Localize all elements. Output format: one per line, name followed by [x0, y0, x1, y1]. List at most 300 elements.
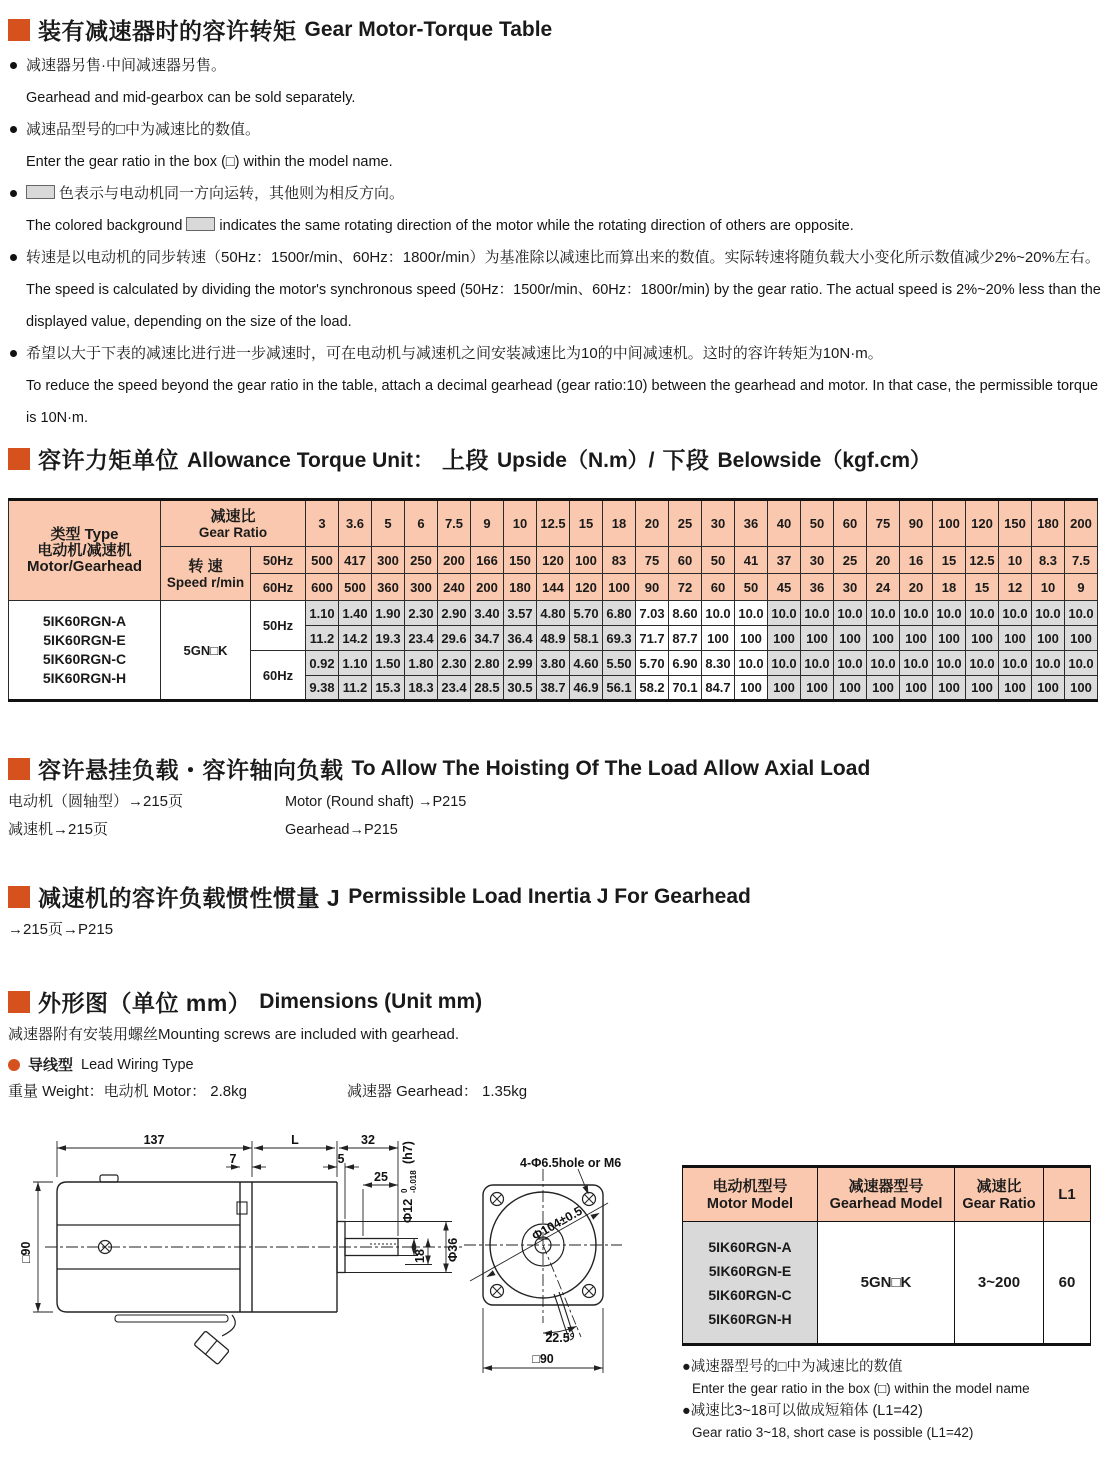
- pitch-dia-label: [530, 1204, 585, 1243]
- table-cell: 18.3: [405, 676, 438, 701]
- note-cn: [26, 178, 1108, 210]
- section-marker-icon: [8, 758, 30, 780]
- belowside-label-cn: 下段: [662, 447, 710, 473]
- header-cn: 电动机型号: [712, 1177, 788, 1195]
- motor-model: 5IK60RGN-H: [42, 670, 127, 686]
- table-cell: 100: [834, 676, 867, 701]
- upside-label-en: Upside（N.m）/: [496, 448, 655, 472]
- table-cell: 500: [339, 574, 372, 601]
- table-cell: 48.9: [537, 626, 570, 651]
- section-title-dimensions: [8, 985, 482, 1018]
- motor-models-cell: [9, 601, 161, 701]
- table-cell: 10.0: [735, 651, 768, 676]
- table-cell: 100: [933, 626, 966, 651]
- table-cell: 75: [636, 547, 669, 574]
- model-table: [682, 1165, 1091, 1346]
- section-title-torque-unit: [8, 442, 931, 475]
- hoisting-refs: [8, 788, 908, 844]
- section-title-en: Dimensions (Unit mm): [259, 989, 483, 1013]
- header-cn: 减速比: [976, 1177, 1022, 1195]
- table-cell: 2.90: [438, 601, 471, 626]
- note-en: Enter the gear ratio in the box (□) within the model name: [692, 1381, 1030, 1396]
- table-cell: 25: [669, 500, 702, 547]
- list-item: [8, 114, 1108, 178]
- table-cell: 2.80: [471, 651, 504, 676]
- lead-type-en: Lead Wiring Type: [81, 1056, 194, 1073]
- table-cell: 84.7: [702, 676, 735, 701]
- section-title-en: Gear Motor-Torque Table: [304, 17, 553, 41]
- table-cell: 0.92: [306, 651, 339, 676]
- table-cell: 50: [702, 547, 735, 574]
- type-label-3: Motor/Gearhead: [26, 557, 143, 575]
- table-cell: 10.0: [1032, 651, 1065, 676]
- gearhead-model-header: [818, 1167, 955, 1222]
- table-cell: 50: [801, 500, 834, 547]
- table-cell: 45: [768, 574, 801, 601]
- table-cell: 9.38: [306, 676, 339, 701]
- table-cell: 14.2: [339, 626, 372, 651]
- front-view-lines: [464, 1169, 622, 1373]
- section-marker-icon: [8, 886, 30, 908]
- table-cell: 144: [537, 574, 570, 601]
- table-cell: 120: [570, 574, 603, 601]
- table-cell: 120: [966, 500, 999, 547]
- table-cell: 100: [966, 676, 999, 701]
- hz50-row-label: 50Hz: [251, 601, 306, 651]
- shaft-dia: Φ12: [401, 1198, 415, 1223]
- color-swatch-icon: [186, 217, 215, 231]
- section-marker-icon: [8, 19, 30, 41]
- hz60-row-label: 60Hz: [251, 651, 306, 701]
- header-cn: 减速器型号: [848, 1177, 924, 1195]
- table-cell: 3.80: [537, 651, 570, 676]
- table-cell: 5: [372, 500, 405, 547]
- shaft-tol-lo: -0.018: [409, 1170, 418, 1193]
- table-cell: 20: [867, 547, 900, 574]
- table-cell: 9: [1065, 574, 1098, 601]
- table-cell: 100: [834, 626, 867, 651]
- table-cell: 10.0: [900, 651, 933, 676]
- table-cell: 7.5: [438, 500, 471, 547]
- table-cell: 2.30: [438, 651, 471, 676]
- table-cell: 72: [669, 574, 702, 601]
- table-cell: 56.1: [603, 676, 636, 701]
- table-cell: 5.50: [603, 651, 636, 676]
- table-cell: 69.3: [603, 626, 636, 651]
- angle-label: 22.5°: [545, 1331, 575, 1345]
- gearhead-model-value: 5GN□K: [818, 1222, 955, 1345]
- note-en: Gear ratio 3~18, short case is possible (L1=42): [692, 1425, 974, 1440]
- note-cn: 转速是以电动机的同步转速（50Hz：1500r/min、60Hz：1800r/min）为基准除以减速比而算出来的数值。实际转速将随负载大小变化所示数值减少2%~20%左右。: [26, 249, 1100, 266]
- table-cell: 8.30: [702, 651, 735, 676]
- table-cell: 4.60: [570, 651, 603, 676]
- table-cell: 30: [702, 500, 735, 547]
- note-en: Enter the gear ratio in the box (□) within the model name.: [26, 154, 393, 170]
- note-en-post: indicates the same rotating direction of the motor while the rotating direction of others are opposite.: [219, 218, 854, 234]
- table-cell: 3.57: [504, 601, 537, 626]
- gear-ratio-header: [955, 1167, 1044, 1222]
- table-cell: 500: [306, 547, 339, 574]
- table-cell: 100: [735, 676, 768, 701]
- table-cell: 10.0: [966, 651, 999, 676]
- motor-model: 5IK60RGN-C: [708, 1286, 792, 1303]
- table-cell: 30: [834, 574, 867, 601]
- list-item: [8, 242, 1108, 338]
- table-cell: 23.4: [438, 676, 471, 701]
- table-cell: 200: [471, 574, 504, 601]
- table-cell: 100: [867, 676, 900, 701]
- table-cell: 83: [603, 547, 636, 574]
- table-cell: 38.7: [537, 676, 570, 701]
- color-swatch-icon: [26, 185, 55, 199]
- table-cell: 12: [999, 574, 1032, 601]
- table-cell: 1.10: [306, 601, 339, 626]
- table-cell: 10.0: [867, 601, 900, 626]
- note-cn: ●减速比3~18可以做成短箱体 (L1=42): [682, 1403, 923, 1419]
- table-cell: 12.5: [966, 547, 999, 574]
- section-title-torque: [8, 13, 552, 46]
- dim-5: 5: [337, 1152, 345, 1166]
- table-cell: 1.50: [372, 651, 405, 676]
- table-cell: 4.80: [537, 601, 570, 626]
- table-cell: 9: [471, 500, 504, 547]
- model-table-notes: [682, 1356, 1102, 1444]
- table-cell: 1.10: [339, 651, 372, 676]
- table-cell: 180: [1032, 500, 1065, 547]
- table-cell: 120: [537, 547, 570, 574]
- holes-label: 4-Φ6.5hole or M6: [520, 1156, 622, 1170]
- table-cell: 100: [933, 500, 966, 547]
- table-cell: 10.0: [900, 601, 933, 626]
- table-cell: 1.80: [405, 651, 438, 676]
- gear-ratio-header-cell: [161, 500, 306, 547]
- section-title-cn: 减速机的容许负载惯性惯量 J: [38, 885, 341, 911]
- bullet-icon: [10, 190, 17, 197]
- table-cell: 250: [405, 547, 438, 574]
- table-cell: 3.40: [471, 601, 504, 626]
- table-cell: 23.4: [405, 626, 438, 651]
- dim-36: Φ36: [446, 1237, 460, 1262]
- mounting-note-en: Mounting screws are included with gearhead.: [158, 1026, 460, 1043]
- lead-wiring-type: [8, 1054, 194, 1075]
- table-cell: 18: [603, 500, 636, 547]
- table-cell: 100: [933, 676, 966, 701]
- table-cell: 100: [768, 676, 801, 701]
- table-cell: 10.0: [768, 601, 801, 626]
- table-cell: 28.5: [471, 676, 504, 701]
- table-cell: 6.90: [669, 651, 702, 676]
- table-cell: 600: [306, 574, 339, 601]
- table-cell: 15: [933, 547, 966, 574]
- bullet-icon: [10, 350, 17, 357]
- side-view-lines: [33, 1141, 462, 1365]
- weight-line: [8, 1080, 527, 1101]
- upside-label-cn: 上段: [441, 447, 489, 473]
- table-cell: 40: [768, 500, 801, 547]
- note-en: Gearhead and mid-gearbox can be sold separately.: [26, 90, 356, 106]
- dim-32: 32: [361, 1133, 375, 1147]
- table-cell: 1.90: [372, 601, 405, 626]
- orange-dot-icon: [8, 1059, 20, 1071]
- header-en: Gearhead Model: [829, 1195, 943, 1212]
- table-cell: 30.5: [504, 676, 537, 701]
- table-cell: 29.6: [438, 626, 471, 651]
- table-cell: 60: [702, 574, 735, 601]
- table-cell: 300: [405, 574, 438, 601]
- ref-en: Motor (Round shaft) →P215: [285, 794, 467, 810]
- motor-model: 5IK60RGN-C: [42, 651, 127, 667]
- mounting-note-cn: 减速器附有安装用螺丝: [8, 1026, 159, 1043]
- table-cell: 58.1: [570, 626, 603, 651]
- motor-model: 5IK60RGN-E: [708, 1262, 792, 1279]
- bullet-icon: [10, 62, 17, 69]
- gear-ratio-en: Gear Ratio: [198, 524, 268, 540]
- table-cell: 10.0: [1032, 601, 1065, 626]
- table-cell: 60: [834, 500, 867, 547]
- motor-weight: 重量 Weight：电动机 Motor： 2.8kg: [8, 1083, 247, 1100]
- table-cell: 10.0: [702, 601, 735, 626]
- table-cell: 100: [1032, 676, 1065, 701]
- table-cell: 11.2: [306, 626, 339, 651]
- table-cell: 100: [801, 626, 834, 651]
- table-cell: 46.9: [570, 676, 603, 701]
- table-cell: 60: [669, 547, 702, 574]
- motor-model: 5IK60RGN-A: [42, 613, 127, 629]
- bullet-icon: [10, 254, 17, 261]
- type-label-1: 类型 Type: [50, 525, 119, 543]
- hz50-header: 50Hz: [251, 547, 306, 574]
- note-cn: 希望以大于下表的减速比进行进一步减速时，可在电动机与减速机之间安装减速比为10的中间减速机。这时的容许转矩为10N·m。: [26, 345, 883, 362]
- table-cell: 200: [438, 547, 471, 574]
- table-cell: 10.0: [834, 601, 867, 626]
- section-marker-icon: [8, 991, 30, 1013]
- table-cell: 180: [504, 574, 537, 601]
- table-cell: 30: [801, 547, 834, 574]
- motor-models-cell: [683, 1222, 818, 1345]
- pitch-dia: Φ104±0.5: [529, 1203, 585, 1244]
- table-cell: 100: [966, 626, 999, 651]
- table-cell: 10.0: [933, 651, 966, 676]
- table-cell: 8.3: [1032, 547, 1065, 574]
- table-cell: 100: [1065, 626, 1098, 651]
- shaft-fit: (h7): [401, 1141, 415, 1164]
- belowside-label-en: Belowside（kgf.cm）: [717, 448, 932, 472]
- table-cell: 10.0: [966, 601, 999, 626]
- table-cell: 150: [504, 547, 537, 574]
- dim-L: L: [291, 1133, 299, 1147]
- motor-model: 5IK60RGN-H: [708, 1310, 792, 1327]
- list-item: [8, 50, 1108, 114]
- table-cell: 15: [966, 574, 999, 601]
- table-cell: 10: [504, 500, 537, 547]
- table-cell: 10.0: [735, 601, 768, 626]
- table-cell: 41: [735, 547, 768, 574]
- section-title-en: To Allow The Hoisting Of The Load Allow Axial Load: [351, 756, 871, 780]
- table-cell: 34.7: [471, 626, 504, 651]
- section-title-cn: 容许力矩单位: [38, 447, 179, 473]
- table-cell: 10.0: [801, 601, 834, 626]
- list-item: [8, 178, 1108, 242]
- side-view-drawing: [0, 1105, 470, 1415]
- table-cell: 100: [702, 626, 735, 651]
- table-cell: 20: [636, 500, 669, 547]
- gear-ratio-cn: 减速比: [210, 507, 256, 525]
- table-cell: 417: [339, 547, 372, 574]
- table-cell: 5.70: [636, 651, 669, 676]
- ref-cn: 电动机（圆轴型）→215页: [8, 793, 184, 810]
- speed-header-cell: [161, 547, 251, 601]
- table-cell: 100: [603, 574, 636, 601]
- table-cell: 50: [735, 574, 768, 601]
- lead-type-cn: 导线型: [28, 1057, 74, 1074]
- list-item: [8, 338, 1108, 434]
- table-cell: 12.5: [537, 500, 570, 547]
- table-cell: 6.80: [603, 601, 636, 626]
- table-cell: 15: [570, 500, 603, 547]
- gearhead-weight: 减速器 Gearhead： 1.35kg: [346, 1083, 528, 1100]
- torque-table: [8, 498, 1098, 702]
- speed-label-cn: 转 速: [188, 557, 223, 575]
- dim-137: 137: [143, 1133, 165, 1147]
- type-header-cell: [9, 500, 161, 601]
- table-cell: 100: [570, 547, 603, 574]
- inertia-ref: →215页→P215: [8, 921, 114, 938]
- section-title-inertia: [8, 880, 751, 913]
- table-cell: 19.3: [372, 626, 405, 651]
- note-en: [26, 210, 1108, 242]
- ref-en: Gearhead→P215: [285, 822, 398, 838]
- table-cell: 25: [834, 547, 867, 574]
- note-cn: 减速器另售·中间减速器另售。: [26, 57, 226, 74]
- dim-7: 7: [229, 1152, 237, 1166]
- dim-18-label: [413, 1249, 427, 1263]
- dim-18: 18: [413, 1249, 427, 1263]
- table-cell: 100: [768, 626, 801, 651]
- table-cell: 2.99: [504, 651, 537, 676]
- ref-cn: 减速机→215页: [8, 821, 109, 838]
- table-cell: 8.60: [669, 601, 702, 626]
- bullet-icon: [10, 126, 17, 133]
- mounting-screws-note: [8, 1023, 459, 1044]
- table-cell: 10.0: [834, 651, 867, 676]
- table-cell: 10.0: [999, 601, 1032, 626]
- table-cell: 58.2: [636, 676, 669, 701]
- note-en: To reduce the speed beyond the gear ratio in the table, attach a decimal gearhead (gear ratio:10) between the gearhead and motor. In that case, the permissible torque is 10N·m.: [26, 378, 1099, 426]
- table-cell: 100: [1065, 676, 1098, 701]
- table-cell: 20: [900, 574, 933, 601]
- table-cell: 90: [900, 500, 933, 547]
- table-cell: 5.70: [570, 601, 603, 626]
- table-cell: 7.03: [636, 601, 669, 626]
- table-cell: 11.2: [339, 676, 372, 701]
- table-cell: 100: [801, 676, 834, 701]
- table-cell: 200: [1065, 500, 1098, 547]
- header-cn: L1: [1058, 1186, 1076, 1203]
- ref-row: [8, 788, 908, 816]
- table-cell: 10.0: [933, 601, 966, 626]
- table-cell: 2.30: [405, 601, 438, 626]
- note-cn-text: 色表示与电动机同一方向运转，其他则为相反方向。: [59, 185, 405, 202]
- table-cell: 16: [900, 547, 933, 574]
- table-cell: 1.40: [339, 601, 372, 626]
- table-cell: 10.0: [999, 651, 1032, 676]
- table-cell: 10: [999, 547, 1032, 574]
- table-cell: 166: [471, 547, 504, 574]
- section-title-hoisting: [8, 752, 870, 785]
- table-cell: 24: [867, 574, 900, 601]
- table-cell: 100: [900, 626, 933, 651]
- table-cell: 3.6: [339, 500, 372, 547]
- table-cell: 6: [405, 500, 438, 547]
- ref-row: [8, 816, 908, 844]
- table-cell: 150: [999, 500, 1032, 547]
- table-cell: 75: [867, 500, 900, 547]
- table-cell: 10.0: [867, 651, 900, 676]
- note-en-pre: The colored background: [26, 218, 183, 234]
- table-cell: 3: [306, 500, 339, 547]
- shaft-dia-label: [400, 1141, 418, 1223]
- motor-model: 5IK60RGN-A: [708, 1238, 792, 1255]
- section-title-en: Allowance Torque Unit：: [187, 448, 434, 472]
- section-title-en: Permissible Load Inertia J For Gearhead: [348, 884, 751, 908]
- table-cell: 100: [900, 676, 933, 701]
- table-cell: 100: [1032, 626, 1065, 651]
- frame-size-label: [19, 1241, 33, 1263]
- note-cn: ●减速器型号的□中为减速比的数值: [682, 1359, 903, 1375]
- gearhead-model-cell: 5GN□K: [161, 601, 251, 701]
- section-title-cn: 装有减速器时的容许转矩: [38, 18, 297, 44]
- table-cell: 360: [372, 574, 405, 601]
- table-cell: 36.4: [504, 626, 537, 651]
- table-cell: 36: [735, 500, 768, 547]
- table-cell: 71.7: [636, 626, 669, 651]
- table-cell: 10.0: [1065, 601, 1098, 626]
- table-cell: 100: [735, 626, 768, 651]
- shaft-tol-hi: 0: [400, 1188, 409, 1193]
- motor-model-header: [683, 1167, 818, 1222]
- table-cell: 37: [768, 547, 801, 574]
- table-cell: 10.0: [1065, 651, 1098, 676]
- table-cell: 15.3: [372, 676, 405, 701]
- table-cell: 10.0: [768, 651, 801, 676]
- hz60-header: 60Hz: [251, 574, 306, 601]
- l1-value: 60: [1044, 1222, 1091, 1345]
- type-label-2: 电动机/减速机: [37, 541, 132, 559]
- gear-ratio-value: 3~200: [955, 1222, 1044, 1345]
- section-title-cn: 外形图（单位 mm）: [38, 990, 252, 1016]
- table-cell: 87.7: [669, 626, 702, 651]
- speed-label-en: Speed r/min: [166, 574, 245, 590]
- motor-model: 5IK60RGN-E: [43, 632, 126, 648]
- table-cell: 240: [438, 574, 471, 601]
- notes-list: [8, 50, 1108, 434]
- l1-header: [1044, 1167, 1091, 1222]
- table-cell: 100: [999, 676, 1032, 701]
- frame-size: □90: [19, 1241, 33, 1263]
- note-cn: 减速品型号的□中为减速比的数值。: [26, 121, 261, 138]
- table-cell: 18: [933, 574, 966, 601]
- table-cell: 10.0: [801, 651, 834, 676]
- header-en: Gear Ratio: [962, 1195, 1036, 1212]
- table-cell: 7.5: [1065, 547, 1098, 574]
- table-cell: 100: [867, 626, 900, 651]
- table-cell: 70.1: [669, 676, 702, 701]
- header-en: Motor Model: [706, 1195, 794, 1212]
- table-cell: 300: [372, 547, 405, 574]
- table-cell: 10: [1032, 574, 1065, 601]
- table-cell: 100: [999, 626, 1032, 651]
- table-cell: 90: [636, 574, 669, 601]
